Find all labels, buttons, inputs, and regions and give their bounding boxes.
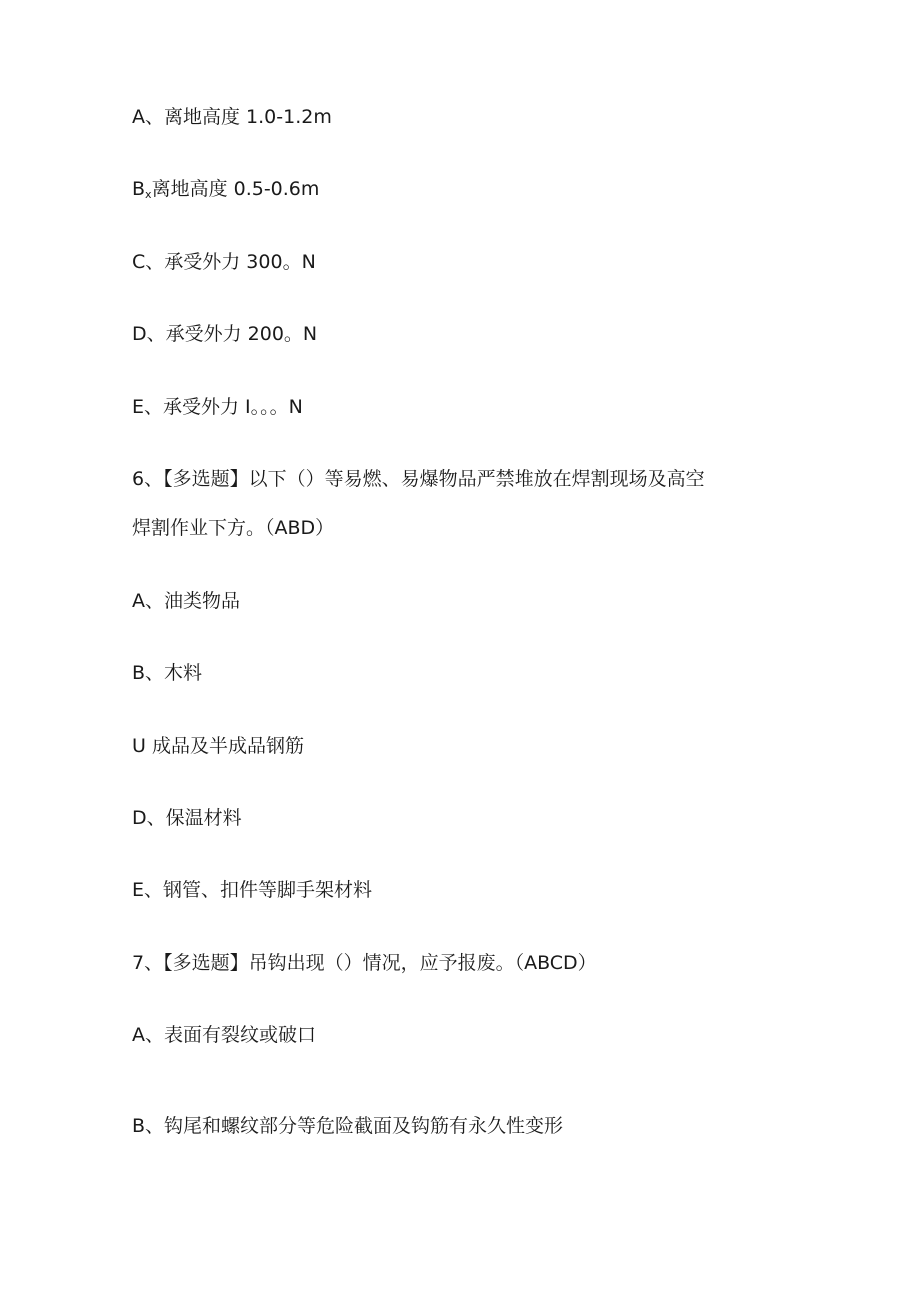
- option-subscript: x: [145, 188, 152, 201]
- q5-option-a: A、离地高度 1.0-1.2m: [132, 106, 332, 128]
- q6-option-c: U 成品及半成品钢筋: [132, 735, 304, 757]
- q7-option-a: A、表面有裂纹或破口: [132, 1024, 316, 1046]
- q6-question-line-2: 焊割作业下方。（ABD）: [132, 517, 335, 539]
- q6-option-b: B、木料: [132, 662, 203, 684]
- q6-option-e: E、钢管、扣件等脚手架材料: [132, 879, 373, 901]
- q7-question: 7、【多选题】吊钩出现（）情况，应予报废。（ABCD）: [132, 952, 597, 974]
- q5-option-b: [132, 177, 319, 207]
- q7-option-b: B、钩尾和螺纹部分等危险截面及钩筋有永久性变形: [132, 1115, 564, 1137]
- q6-option-a: A、油类物品: [132, 590, 240, 612]
- option-text: 离地高度 0.5-0.6m: [151, 178, 320, 200]
- q5-option-c: C、承受外力 300。N: [132, 251, 316, 273]
- q6-question-line-1: 6、【多选题】以下（）等易燃、易爆物品严禁堆放在焊割现场及高空: [132, 468, 705, 490]
- option-letter: B: [132, 178, 146, 200]
- q6-option-d: D、保温材料: [132, 807, 242, 829]
- q5-option-e: E、承受外力 I。。。N: [132, 396, 303, 418]
- q5-option-d: D、承受外力 200。N: [132, 323, 318, 345]
